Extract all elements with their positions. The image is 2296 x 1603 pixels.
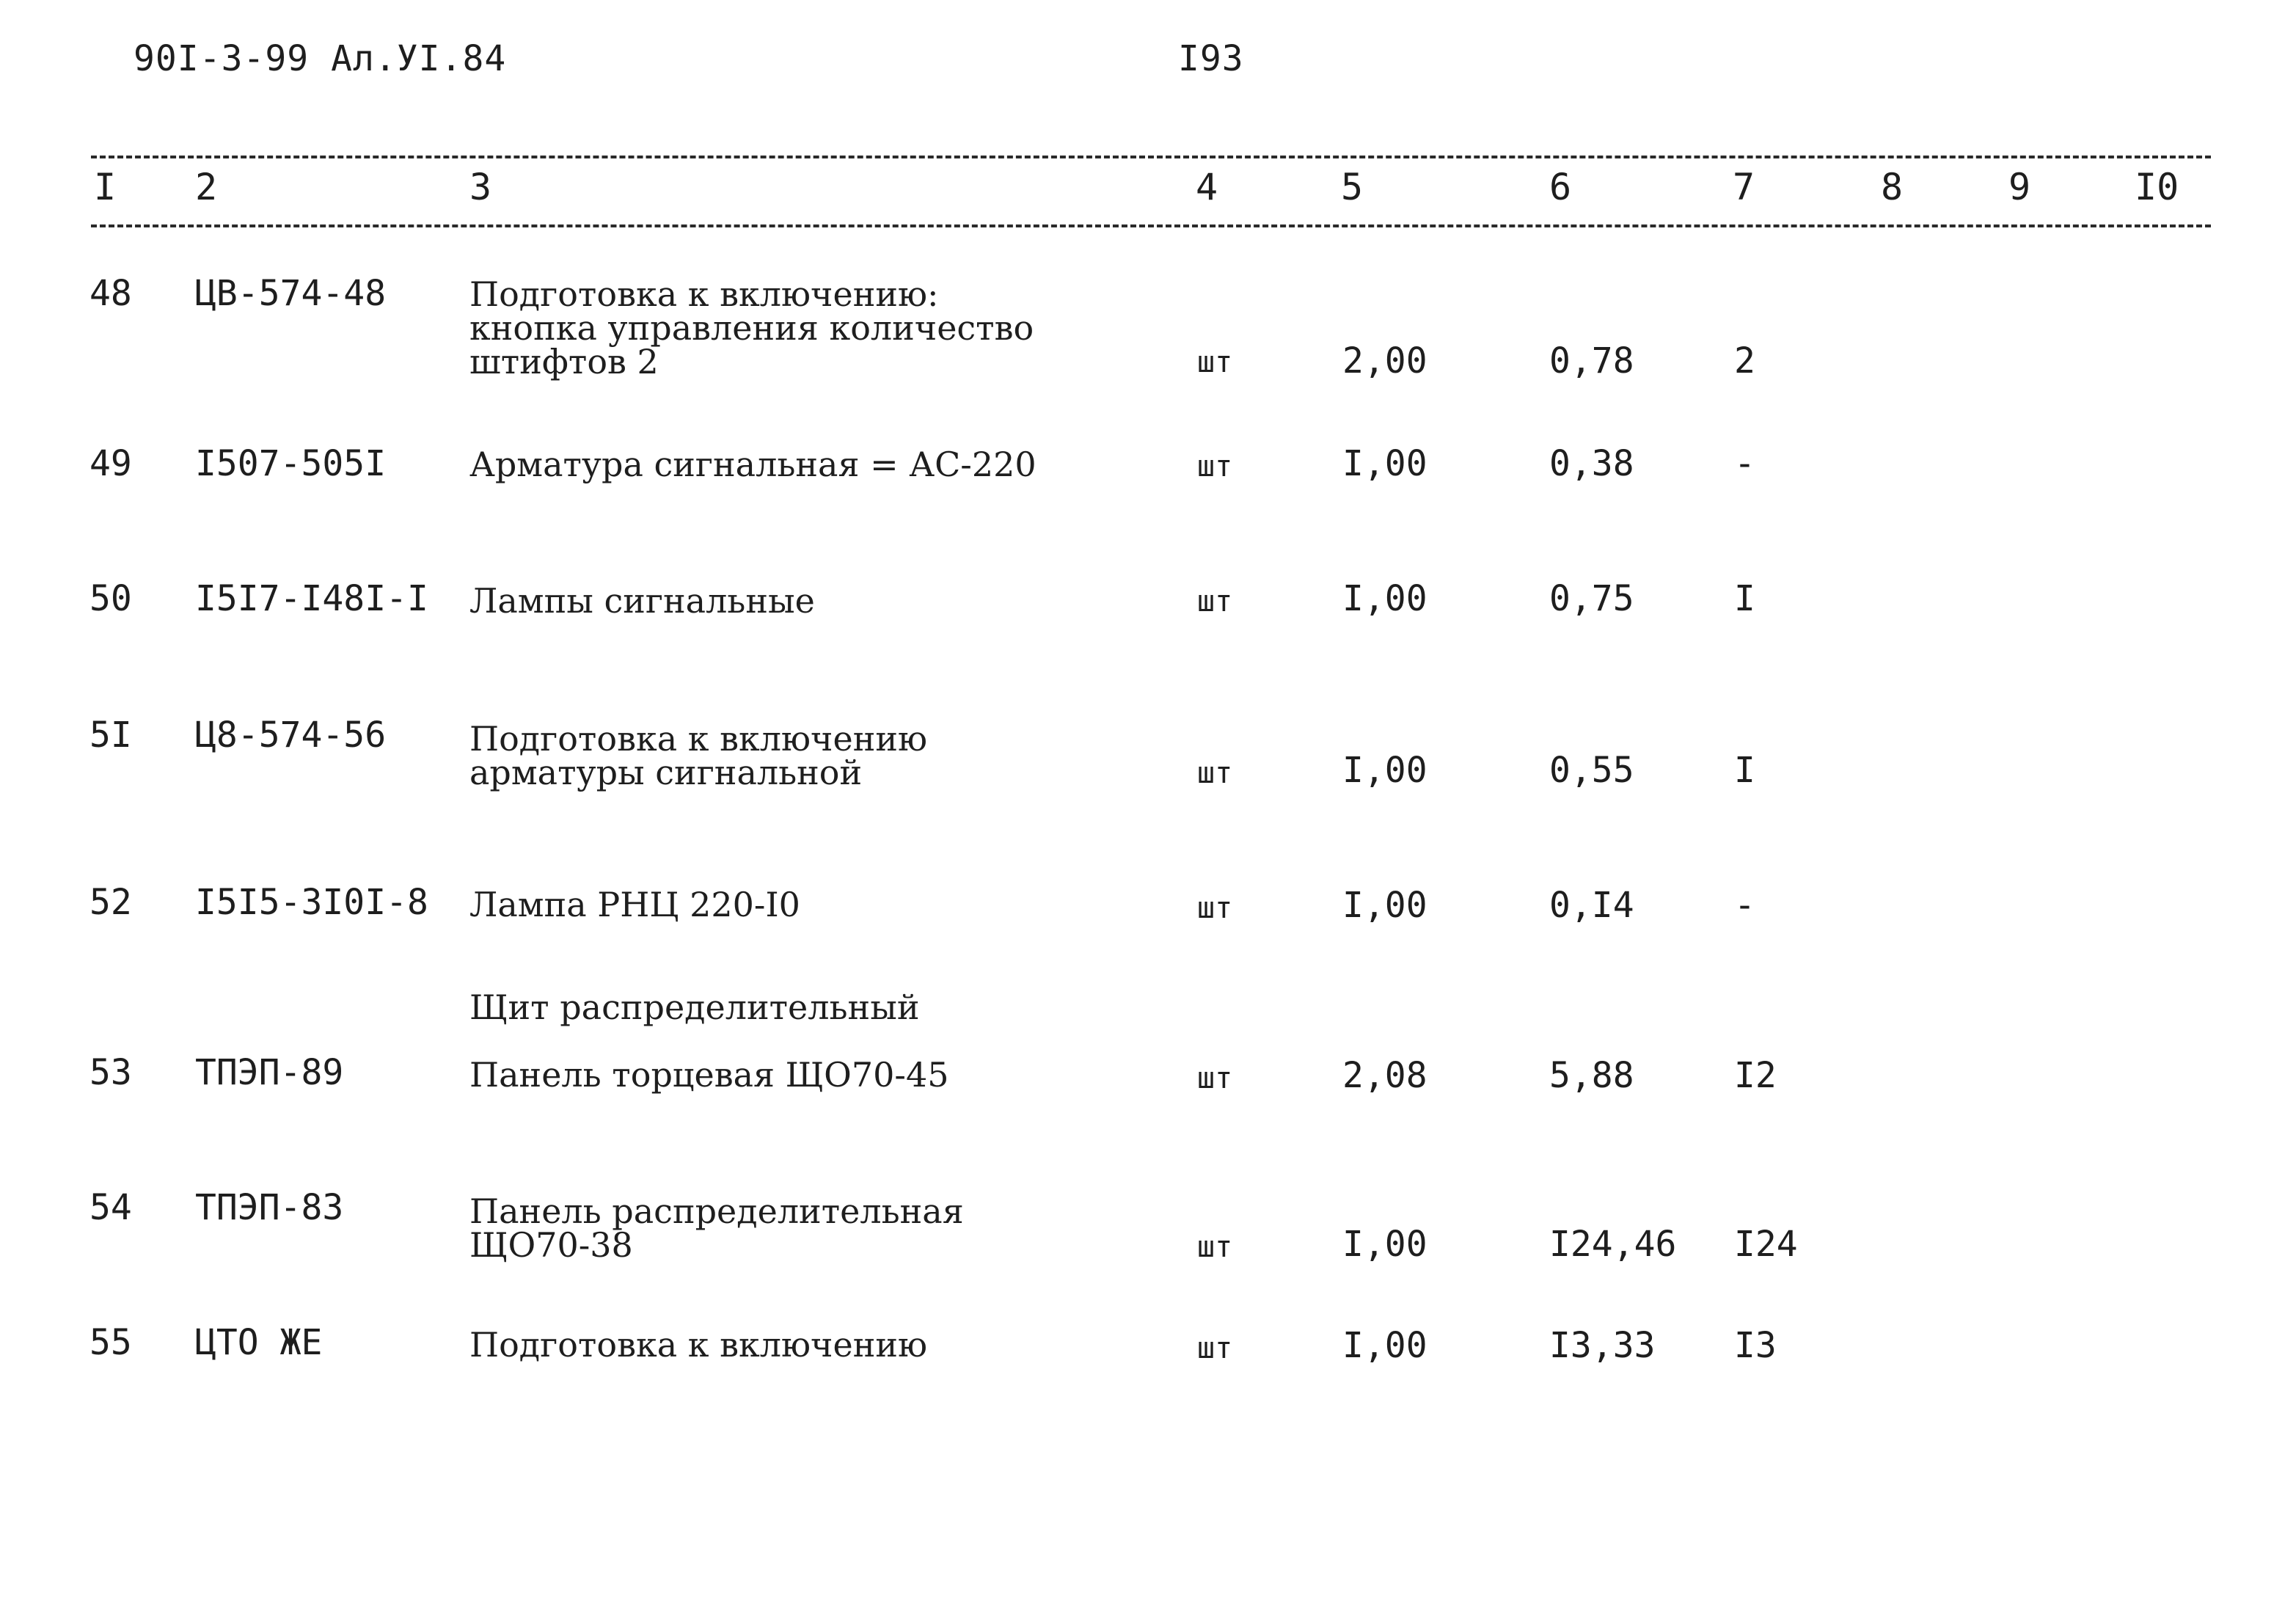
work-description: Подготовка к включению арматуры сигнальной <box>469 719 928 792</box>
column-header: I0 <box>2135 166 2179 208</box>
row-number: 48 <box>89 273 132 314</box>
quantity: I,00 <box>1342 1325 1427 1366</box>
value-col7: 2 <box>1734 340 1755 381</box>
column-header: I <box>94 166 117 208</box>
value-col6: 0,I4 <box>1549 885 1634 926</box>
unit: шт <box>1197 585 1233 618</box>
quantity: I,00 <box>1342 443 1427 484</box>
value-col7: I2 <box>1734 1055 1777 1096</box>
value-col6: 0,55 <box>1549 750 1634 791</box>
quantity: I,00 <box>1342 578 1427 619</box>
column-header: 3 <box>469 166 492 208</box>
unit: шт <box>1197 1230 1233 1264</box>
price-code: ЦВ-574-48 <box>195 273 387 314</box>
quantity: I,00 <box>1342 885 1427 926</box>
unit: шт <box>1197 1332 1233 1365</box>
unit: шт <box>1197 346 1233 379</box>
page-number: I93 <box>1178 38 1244 79</box>
row-number: 55 <box>89 1322 132 1363</box>
row-number: 5I <box>89 715 132 756</box>
column-header: 7 <box>1733 166 1755 208</box>
table-top-rule <box>91 156 2211 158</box>
column-header: 4 <box>1196 166 1218 208</box>
row-number: 49 <box>89 443 132 484</box>
value-col6: 0,38 <box>1549 443 1634 484</box>
column-header: 5 <box>1341 166 1364 208</box>
quantity: I,00 <box>1342 750 1427 791</box>
work-description: Панель распределительная ЩО70-38 <box>469 1191 964 1265</box>
work-description: Панель торцевая ЩО70-45 <box>469 1055 949 1095</box>
price-code: ЦТО ЖЕ <box>195 1322 323 1363</box>
value-col6: 0,78 <box>1549 340 1634 381</box>
table-header-rule <box>91 224 2211 227</box>
value-col7: I <box>1734 578 1755 619</box>
value-col7: - <box>1734 443 1755 484</box>
value-col6: I3,33 <box>1549 1325 1656 1366</box>
price-code: ТПЭП-89 <box>195 1052 344 1093</box>
unit: шт <box>1197 891 1233 925</box>
price-code: Ц8-574-56 <box>195 715 387 756</box>
quantity: I,00 <box>1342 1224 1427 1265</box>
row-number: 52 <box>89 882 132 923</box>
unit: шт <box>1197 450 1233 483</box>
column-header: 9 <box>2008 166 2031 208</box>
unit: шт <box>1197 1062 1233 1095</box>
work-description: Лампа РНЦ 220-I0 <box>469 885 800 924</box>
value-col7: - <box>1734 885 1755 926</box>
price-code: I507-505I <box>195 443 387 484</box>
price-code: I5I5-3I0I-8 <box>195 882 428 923</box>
document-code: 90I-3-99 Ал.УI.84 <box>134 38 507 79</box>
row-number: 54 <box>89 1187 132 1228</box>
value-col6: 0,75 <box>1549 578 1634 619</box>
quantity: 2,08 <box>1342 1055 1427 1096</box>
work-description: Арматура сигнальная = АС-220 <box>469 445 1037 484</box>
row-number: 50 <box>89 578 132 619</box>
value-col6: 5,88 <box>1549 1055 1634 1096</box>
column-header: 8 <box>1881 166 1904 208</box>
row-number: 53 <box>89 1052 132 1093</box>
work-description: Подготовка к включению <box>469 1325 928 1365</box>
work-description: Подготовка к включению: кнопка управления количество штифтов 2 <box>469 274 1034 381</box>
column-header: 2 <box>195 166 218 208</box>
work-description: Лампы сигнальные <box>469 581 815 621</box>
price-code: I5I7-I48I-I <box>195 578 428 619</box>
unit: шт <box>1197 756 1233 790</box>
value-col7: I <box>1734 750 1755 791</box>
column-header: 6 <box>1549 166 1572 208</box>
price-code: ТПЭП-83 <box>195 1187 344 1228</box>
value-col7: I3 <box>1734 1325 1777 1366</box>
quantity: 2,00 <box>1342 340 1427 381</box>
value-col7: I24 <box>1734 1224 1798 1265</box>
section-heading: Щит распределительный <box>469 987 920 1027</box>
value-col6: I24,46 <box>1549 1224 1677 1265</box>
